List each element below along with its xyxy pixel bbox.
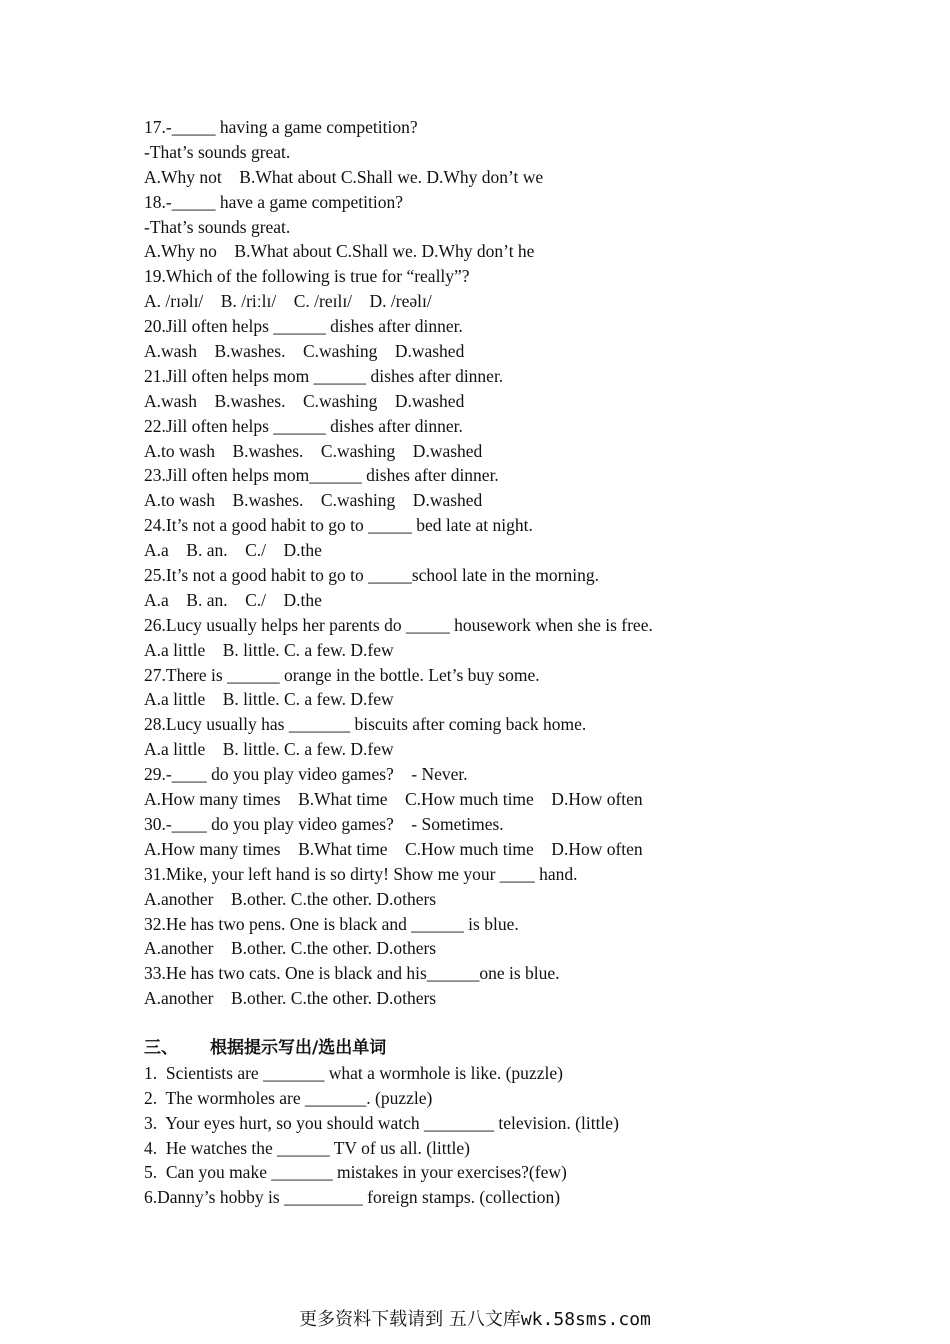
- options-31: A.another B.other. C.the other. D.others: [144, 888, 437, 909]
- word-item-1: 1. Scientists are _______ what a wormhole is like. (puzzle): [144, 1062, 563, 1083]
- word-item-6: 6.Danny’s hobby is _________ foreign stamps. (collection): [144, 1187, 561, 1208]
- options-19: A. /rɪəlɪ/ B. /riːlɪ/ C. /reɪlɪ/ D. /reəlɪ/: [144, 291, 432, 312]
- question-25: 25.It’s not a good habit to go to _____school late in the morning.: [144, 565, 599, 586]
- question-29: 29.-____ do you play video games? - Never.: [144, 764, 468, 785]
- answer-line: -That’s sounds great.: [144, 141, 291, 162]
- question-18: 18.-_____ have a game competition?: [144, 191, 404, 212]
- section-spacer: [144, 1011, 844, 1036]
- options-28: A.a little B. little. C. a few. D.few: [144, 739, 394, 760]
- options-21: A.wash B.washes. C.washing D.washed: [144, 390, 465, 411]
- options-18: A.Why no B.What about C.Shall we. D.Why don’t he: [144, 241, 535, 262]
- options-26: A.a little B. little. C. a few. D.few: [144, 639, 394, 660]
- options-22: A.to wash B.washes. C.washing D.washed: [144, 440, 483, 461]
- footer-url[interactable]: wk.58sms.com: [520, 1309, 651, 1330]
- question-23: 23.Jill often helps mom______ dishes after dinner.: [144, 465, 499, 486]
- section-3-title: 根据提示写出/选出单词: [210, 1037, 387, 1058]
- question-19: 19.Which of the following is true for “really”?: [144, 266, 470, 287]
- footer-text: 更多资料下载请到 五八文库: [299, 1309, 521, 1330]
- section-3-number: 三、: [144, 1037, 178, 1058]
- options-17: A.Why not B.What about C.Shall we. D.Why don’t we: [144, 166, 544, 187]
- options-24: A.a B. an. C./ D.the: [144, 540, 322, 561]
- question-24: 24.It’s not a good habit to go to _____ bed late at night.: [144, 515, 533, 536]
- question-27: 27.There is ______ orange in the bottle. Let’s buy some.: [144, 664, 540, 685]
- question-30: 30.-____ do you play video games? - Sometimes.: [144, 813, 504, 834]
- question-20: 20.Jill often helps ______ dishes after dinner.: [144, 316, 463, 337]
- answer-line: -That’s sounds great.: [144, 216, 291, 237]
- options-20: A.wash B.washes. C.washing D.washed: [144, 341, 465, 362]
- question-21: 21.Jill often helps mom ______ dishes after dinner.: [144, 365, 504, 386]
- question-28: 28.Lucy usually has _______ biscuits after coming back home.: [144, 714, 587, 735]
- document-body: [144, 115, 844, 1210]
- options-32: A.another B.other. C.the other. D.others: [144, 938, 437, 959]
- question-33: 33.He has two cats. One is black and his______one is blue.: [144, 963, 560, 984]
- options-23: A.to wash B.washes. C.washing D.washed: [144, 490, 483, 511]
- question-17: 17.-_____ having a game competition?: [144, 117, 418, 137]
- options-29: A.How many times B.What time C.How much time D.How often: [144, 789, 643, 810]
- options-33: A.another B.other. C.the other. D.others: [144, 988, 437, 1009]
- word-item-5: 5. Can you make _______ mistakes in your exercises?(few): [144, 1162, 567, 1183]
- options-30: A.How many times B.What time C.How much time D.How often: [144, 838, 643, 859]
- section-3-heading: [144, 1036, 844, 1061]
- options-25: A.a B. an. C./ D.the: [144, 589, 322, 610]
- question-32: 32.He has two pens. One is black and ______ is blue.: [144, 913, 519, 934]
- word-item-2: 2. The wormholes are _______. (puzzle): [144, 1087, 433, 1108]
- word-item-4: 4. He watches the ______ TV of us all. (little): [144, 1137, 470, 1158]
- question-22: 22.Jill often helps ______ dishes after dinner.: [144, 415, 463, 436]
- word-item-3: 3. Your eyes hurt, so you should watch ________ television. (little): [144, 1112, 619, 1133]
- question-26: 26.Lucy usually helps her parents do _____ housework when she is free.: [144, 614, 653, 635]
- question-31: 31.Mike, your left hand is so dirty! Show me your ____ hand.: [144, 863, 578, 884]
- page-footer: [0, 1306, 950, 1333]
- options-27: A.a little B. little. C. a few. D.few: [144, 689, 394, 710]
